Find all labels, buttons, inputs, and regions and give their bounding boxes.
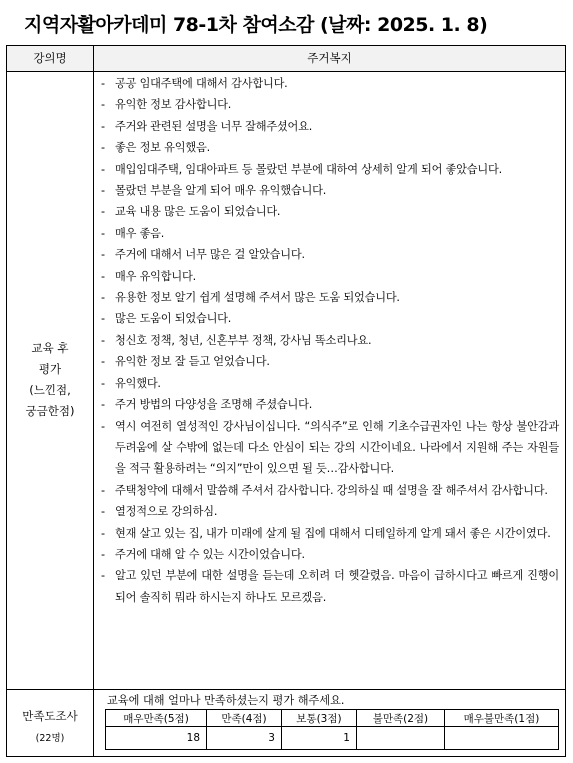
header-lecture-name: 강의명 xyxy=(7,46,93,71)
feedback-item: - 유익한 정보 감사합니다. xyxy=(101,94,559,115)
feedback-item: - 열정적으로 강의하심. xyxy=(101,501,559,522)
feedback-item: - 역시 여전히 열성적인 강사님이십니다. “의식주”로 인해 기초수급권자인 나는 항상 불안감과 두려움에 살 수밖에 없는데 다소 안심이 되는 강의 시간이네요. 나라에서 지원해 주는 자원들을 적극 활용하려는 “의지”만이 있으면 될 듯…감사합니다. xyxy=(101,416,559,480)
evaluation-label-line: 교육 후 xyxy=(31,341,69,355)
evaluation-label xyxy=(7,338,93,422)
satisfaction-label-count: (22명) xyxy=(35,733,65,744)
satisfaction-label xyxy=(7,706,93,749)
satisfaction-value: 3 xyxy=(207,727,282,750)
feedback-list xyxy=(101,73,559,608)
feedback-item: - 알고 있던 부분에 대한 설명을 듣는데 오히려 더 헷갈렸음. 마음이 급하시다고 빠르게 진행이 되어 솔직히 뭐라 하시는지 하나도 모르겠음. xyxy=(101,565,559,608)
evaluation-table xyxy=(6,45,566,757)
satisfaction-value: 1 xyxy=(281,727,356,750)
feedback-item: - 좋은 정보 유익했음. xyxy=(101,137,559,158)
feedback-item: - 청신호 정책, 청년, 신혼부부 정책, 강사님 똑소리나요. xyxy=(101,330,559,351)
evaluation-label-line: 궁금한점) xyxy=(25,404,75,418)
feedback-item: - 매입임대주택, 임대아파트 등 몰랐던 부분에 대하여 상세히 알게 되어 좋았습니다. xyxy=(101,159,559,180)
evaluation-label-line: 평가 xyxy=(38,362,62,376)
evaluation-label-line: (느낀점, xyxy=(29,383,71,397)
page-title: 지역자활아카데미 78-1차 참여소감 (날짜: 2025. 1. 8) xyxy=(24,14,488,36)
satisfaction-table xyxy=(105,709,559,750)
feedback-item: - 유익한 정보 잘 듣고 얻었습니다. xyxy=(101,351,559,372)
feedback-item: - 매우 유익합니다. xyxy=(101,266,559,287)
satisfaction-column-header: 매우만족(5점) xyxy=(106,710,207,727)
column-divider xyxy=(93,46,94,756)
header-lecture-title: 주거복지 xyxy=(94,46,565,71)
feedback-item: - 주거에 대해 알 수 있는 시간이었습니다. xyxy=(101,544,559,565)
satisfaction-label-title: 만족도조사 xyxy=(22,709,78,723)
feedback-item: - 현재 살고 있는 집, 내가 미래에 살게 될 집에 대해서 디테일하게 알게 돼서 좋은 시간이였다. xyxy=(101,523,559,544)
satisfaction-column-header: 보통(3점) xyxy=(281,710,356,727)
feedback-item: - 많은 도움이 되었습니다. xyxy=(101,308,559,329)
feedback-item: - 주거와 관련된 설명을 너무 잘해주셨어요. xyxy=(101,116,559,137)
section-divider xyxy=(7,689,565,690)
satisfaction-column-header: 불만족(2점) xyxy=(356,710,444,727)
satisfaction-question: 교육에 대해 얼마나 만족하셨는지 평가 해주세요. xyxy=(107,694,345,707)
feedback-item: - 주거에 대해서 너무 많은 걸 알았습니다. xyxy=(101,244,559,265)
satisfaction-value xyxy=(356,727,444,750)
satisfaction-value xyxy=(444,727,558,750)
satisfaction-column-header: 만족(4점) xyxy=(207,710,282,727)
header-divider xyxy=(7,71,565,72)
feedback-item: - 유용한 정보 알기 쉽게 설명해 주셔서 많은 도움 되었습니다. xyxy=(101,287,559,308)
satisfaction-value-row xyxy=(106,727,559,750)
satisfaction-column-header: 매우불만족(1점) xyxy=(444,710,558,727)
feedback-item: - 유익했다. xyxy=(101,373,559,394)
satisfaction-header-row xyxy=(106,710,559,727)
satisfaction-value: 18 xyxy=(106,727,207,750)
feedback-item: - 주거 방법의 다양성을 조명해 주셨습니다. xyxy=(101,394,559,415)
feedback-item: - 주택청약에 대해서 말씀해 주셔서 감사합니다. 강의하실 때 설명을 잘 해주셔서 감사합니다. xyxy=(101,480,559,501)
feedback-item: - 매우 좋음. xyxy=(101,223,559,244)
feedback-item: - 교육 내용 많은 도움이 되었습니다. xyxy=(101,201,559,222)
feedback-item: - 공공 임대주택에 대해서 감사합니다. xyxy=(101,73,559,94)
feedback-item: - 몰랐던 부분을 알게 되어 매우 유익했습니다. xyxy=(101,180,559,201)
